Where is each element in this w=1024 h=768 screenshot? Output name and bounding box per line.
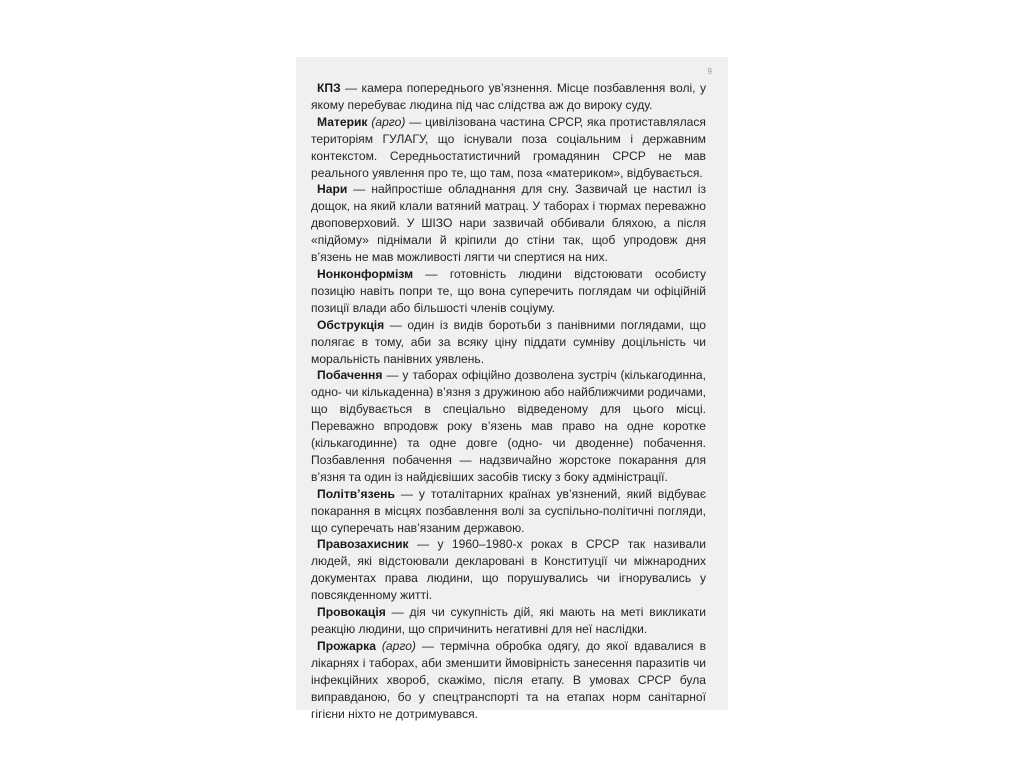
entry-note: (арго) xyxy=(381,638,416,653)
entry-term: Провокація xyxy=(317,605,386,620)
entry-definition: — найпростіше обладнання для сну. Зазвичай це настил із дощок, на який клали ватяний матрац. У таборах і тюрмах переважно двоповерховий. У ШІЗО нари зазвичай оббивали бляхою, а після «підйому» піднімали й кріпили до стіни так, щоб упродовж дня в’язень не мав можливості лягти чи спертися на них. xyxy=(311,182,706,265)
entry-definition: — дія чи сукупність дій, які мають на меті викликати реакцію людини, що спричинить негативні для неї наслідки. xyxy=(311,605,706,636)
page-number: 9 xyxy=(707,67,712,76)
entry-term: Материк xyxy=(317,114,368,129)
entry-definition: — камера попереднього ув’язнення. Місце позбавлення волі, у якому перебуває людина під час слідства аж до вироку суду. xyxy=(311,81,706,112)
entry-term: Обструкція xyxy=(317,317,385,332)
entry-term: Прожарка xyxy=(317,638,376,653)
entry-term: КПЗ xyxy=(317,81,341,95)
entry-definition: — у тоталітарних країнах ув’язнений, який відбуває покарання в місцях позбавлення волі за суспільно-політичні погляди, що суперечать нав’язаним державою. xyxy=(311,486,706,535)
entry-definition: — готовність людини відстоювати особисту позицію навіть попри те, що вона суперечить поглядам чи офіційній позиції влади або більшості членів соціуму. xyxy=(311,266,706,315)
entry-term: Політв’язень xyxy=(317,486,395,501)
glossary-entry-pravozakhysnyk xyxy=(311,536,706,604)
entry-definition: — термічна обробка одягу, до якої вдавалися в лікарнях і таборах, аби зменшити ймовірність занесення паразитів чи інфекційних хвороб, скажімо, після етапу. В умовах СРСР була виправданою, бо у спецтранспорті та на етапах норм санітарної гігієни ніхто не дотримувався. xyxy=(311,638,706,721)
glossary-entry-nary xyxy=(311,181,706,266)
glossary-entry-politviazen xyxy=(311,486,706,537)
entry-definition: — у 1960–1980-х роках в СРСР так називали людей, які відстоювали декларовані в Конституції чи міжнародних документах права людини, що порушувались чи ігнорувались у повсякденному житті. xyxy=(311,537,706,603)
entry-definition: — цивілізована частина СРСР, яка протиставлялася територіям ГУЛАГУ, що існували поза соціальним і державним контекстом. Середньостатистичний громадянин СРСР не мав реального уявлення про те, що там, поза «материком», відбувається. xyxy=(311,114,706,180)
entry-term: Нонконформізм xyxy=(317,266,414,281)
glossary-entry-prozharka xyxy=(311,638,706,723)
glossary-entry-pobachennia xyxy=(311,367,706,485)
glossary-entry-obstruktsiia xyxy=(311,317,706,368)
glossary-entry-kpz xyxy=(311,80,706,114)
entry-term: Правозахисник xyxy=(317,537,409,552)
glossary-entry-materyk xyxy=(311,114,706,182)
entry-definition: — у таборах офіційно дозволена зустріч (кількагодинна, одно- чи кількаденна) в’язня з дружиною або найближчими родичами, що відбувається в спеціально відведеному для цього місці. Переважно впродовж року в’язень мав право на одне коротке (кількагодинне) та одне довге (одно- чи дводенне) побачення. Позбавлення побачення — надзвичайно жорстоке покарання для в’язня та один із найдієвіших засобів тиску з боку адміністрації. xyxy=(311,368,706,484)
glossary-entry-provokatsiia xyxy=(311,604,706,638)
entry-note: (арго) xyxy=(371,114,406,129)
glossary-text xyxy=(311,80,706,722)
entry-definition: — один із видів боротьби з панівними поглядами, що полягає в тому, аби за всяку ціну піддати сумніву доцільність чи моральність панівних уявлень. xyxy=(311,317,706,366)
glossary-entry-nonkonformizm xyxy=(311,266,706,317)
book-page xyxy=(296,57,728,721)
entry-term: Побачення xyxy=(317,368,383,383)
entry-term: Нари xyxy=(317,182,348,197)
